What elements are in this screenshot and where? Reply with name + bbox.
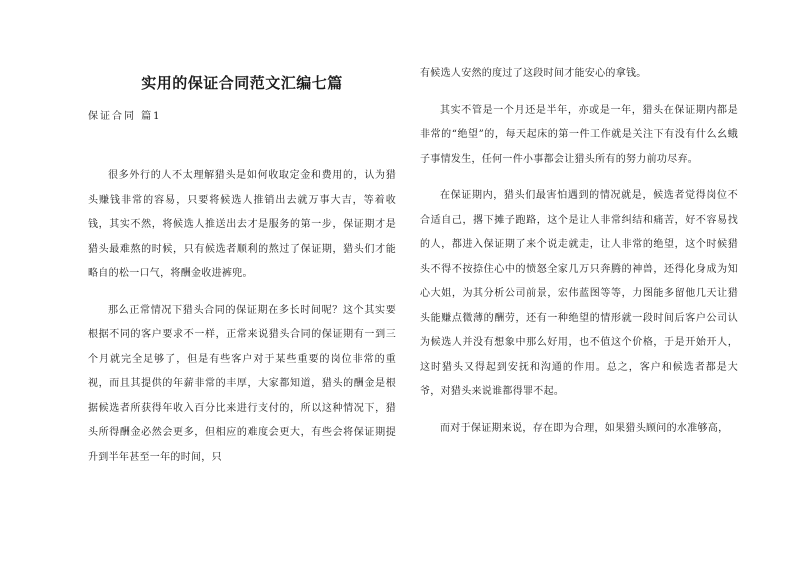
left-column <box>88 62 396 470</box>
paragraph: 而对于保证期来说，存在即为合理，如果猎头顾问的水准够高， <box>440 422 729 434</box>
document-title: 实用的保证合同范文汇编七篇 <box>141 74 343 92</box>
document-subtitle: 保证合同 篇1 <box>88 111 162 122</box>
paragraph: 有候选人安然的度过了这段时间才能安心的拿钱。 <box>420 68 647 79</box>
right-column <box>420 62 738 441</box>
paragraph: 很多外行的人不太理解猎头是如何收取定金和费用的，认为猎头赚钱非常的容易，只要将候选人推销出去就万事大吉，等着收钱，其实不然，将候选人推送出去才是服务的第一步，保证期才是猎头最难熬的时候，只有候选者顺利的熬过了保证期，猎头们才能略自的松一口气，将酬金收进裤兜。 <box>88 170 396 279</box>
paragraph: 其实不管是一个月还是半年，亦或是一年，猎头在保证期内都是非常的“绝望”的，每天起床的第一件工作就是关注下有没有什么幺蛾子事情发生，任何一件小事都会让猎头所有的努力前功尽弃。 <box>420 104 738 165</box>
paragraph: 那么正常情况下猎头合同的保证期在多长时间呢？这个其实要根据不同的客户要求不一样，正常来说猎头合同的保证期有一到三个月就完全足够了，但是有些客户对于某些重要的岗位非常的重视，而且其提供的年薪非常的丰厚，大家都知道，猎头的酬金是根据候选者所获得年收入百分比来进行支付的，所以这种情况下，猎头所得酬金必然会更多，但相应的难度会更大，有些会将保证期提升到半年甚至一年的时间，只 <box>88 304 396 463</box>
paragraph: 在保证期内，猎头们最害怕遇到的情况就是，候选者觉得岗位不合适自己，撂下摊子跑路，这个是让人非常纠结和痛苦，好不容易找的人，都进入保证期了来个说走就走，让人非常的绝望，这个时候猎头不得不按捺住心中的愤怒全家几万只奔腾的神兽，还得化身成为知心大姐，为其分析公司前景，宏伟蓝图等等，力图能多留他几天让猎头能赚点微薄的酬劳，还有一种绝望的情形就一段时间后客户公司认为候选人并没有想象中那么好用，也不值这个价格，于是开始开人，这时猎头又得起到安抚和沟通的作用。总之，客户和候选者都是大爷，对猎头来说谁都得罪不起。 <box>420 190 738 397</box>
